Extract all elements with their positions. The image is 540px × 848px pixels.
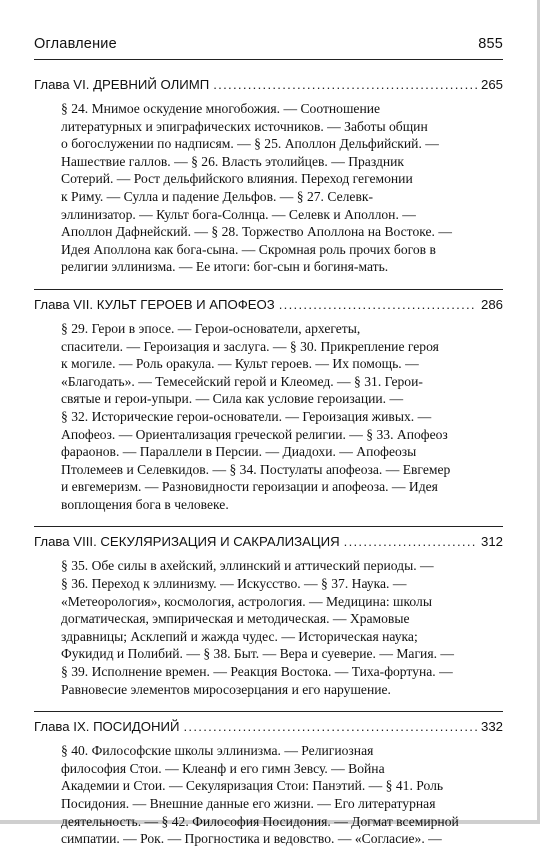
toc-chapter <box>34 717 503 848</box>
dot-leader <box>213 75 477 94</box>
dot-leader <box>183 717 477 736</box>
chapter-title: Глава VII. КУЛЬТ ГЕРОЕВ И АПОФЕОЗ <box>34 296 275 312</box>
contents-line: § 35. Обе силы в ахейский, эллинский и аттический периоды. — <box>61 558 434 574</box>
contents-line: здравницы; Асклепий и жажда чудес. — Историческая наука; <box>61 628 418 644</box>
contents-line: § 24. Мнимое оскудение многобожия. — Соотношение <box>61 101 381 116</box>
chapter-page-number: 332 <box>480 719 503 735</box>
chapter-separator <box>34 711 503 712</box>
contents-line: «Метеорология», космология, астрология. — Медицина: школы <box>61 593 432 609</box>
contents-line: литературных и эпиграфических источников. — Заботы общин <box>61 118 428 134</box>
contents-line: деятельность. — § 42. Философия Посидония. — Догмат всемирной <box>61 813 459 829</box>
dot-leader <box>279 295 477 314</box>
contents-line: фараонов. — Параллели в Персии. — Диадохи. — Апофеозы <box>61 444 417 460</box>
toc-chapter <box>34 295 503 514</box>
chapter-title: Глава VI. ДРЕВНИЙ ОЛИМП <box>34 77 210 92</box>
contents-line: и евгемеризм. — Разновидности героизации и апофеоза. — Идея <box>61 479 438 495</box>
chapter-contents <box>61 742 503 848</box>
contents-line: эллинизатор. — Культ бога-Солнца. — Селевк и Аполлон. — <box>61 206 416 222</box>
toc-chapter <box>34 532 503 698</box>
contents-line: Идея Аполлона как бога-сына. — Скромная роль прочих богов в <box>61 241 436 257</box>
contents-line: Посидония. — Внешние данные его жизни. — Его литературная <box>61 796 436 811</box>
chapter-page-number: 312 <box>480 534 503 550</box>
contents-line: Нашествие галлов. — § 26. Власть этолийцев. — Праздник <box>61 153 405 169</box>
chapter-separator <box>34 289 503 290</box>
chapter-title: Глава VIII. СЕКУЛЯРИЗАЦИЯ И САКРАЛИЗАЦИЯ <box>34 534 340 550</box>
chapter-page-number: 265 <box>480 77 503 92</box>
contents-line: «Благодать». — Темесейский герой и Клеомед. — § 31. Герои- <box>61 373 423 389</box>
chapter-heading[interactable] <box>34 75 503 94</box>
chapter-page-number: 286 <box>480 296 503 312</box>
contents-line: § 40. Философские школы эллинизма. — Религиозная <box>61 743 374 759</box>
running-head <box>34 36 503 52</box>
contents-line: воплощения бога в человеке. <box>61 496 229 512</box>
contents-line: симпатии. — Рок. — Прогностика и ведовство. — «Согласие». — <box>61 831 442 847</box>
contents-line: Равновесие элементов миросозерцания и его нарушение. <box>61 681 391 697</box>
contents-line: Академии и Стои. — Секуляризация Стои: Панэтий. — § 41. Роль <box>61 778 444 794</box>
contents-line: догматическая, эмпирическая и методическая. — Храмовые <box>61 611 410 627</box>
running-head-title: Оглавление <box>34 36 117 52</box>
contents-line: Птолемеев и Селевкидов. — § 34. Постулаты апофеоза. — Евгемер <box>61 461 451 477</box>
chapter-heading[interactable] <box>34 717 503 736</box>
contents-line: Фукидид и Полибий. — § 38. Быт. — Вера и суеверие. — Магия. — <box>61 646 454 662</box>
contents-line: спасители. — Героизация и заслуга. — § 30. Прикрепление героя <box>61 338 439 354</box>
header-rule <box>34 59 503 60</box>
chapter-title: Глава IX. ПОСИДОНИЙ <box>34 719 180 735</box>
contents-line: § 36. Переход к эллинизму. — Искусство. — § 37. Наука. — <box>61 576 407 592</box>
contents-line: о богослужении по надписям. — § 25. Аполлон Дельфийский. — <box>61 136 439 152</box>
contents-line: § 39. Исполнение времен. — Реакция Востока. — Тиха-фортуна. — <box>61 664 453 680</box>
contents-line: Аполлон Дафнейский. — § 28. Торжество Аполлона на Востоке. — <box>61 224 452 240</box>
contents-line: святые и герои-упыри. — Сила как условие героизации. — <box>61 391 404 407</box>
toc-chapter <box>34 75 503 276</box>
contents-line: к Риму. — Сулла и падение Дельфов. — § 27. Селевк- <box>61 188 373 204</box>
chapter-heading[interactable] <box>34 532 503 551</box>
contents-line: философия Стои. — Клеанф и его гимн Зевсу. — Война <box>61 760 385 776</box>
chapter-heading[interactable] <box>34 295 503 314</box>
contents-line: Апофеоз. — Ориентализация греческой религии. — § 33. Апофеоз <box>61 426 448 442</box>
contents-line: § 32. Исторические герои-основатели. — Героизация живых. — <box>61 408 432 424</box>
contents-line: Сотерий. — Рост дельфийского влияния. Переход гегемонии <box>61 171 413 187</box>
chapter-separator <box>34 526 503 527</box>
dot-leader <box>344 532 477 551</box>
chapter-contents <box>61 557 503 698</box>
contents-line: § 29. Герои в эпосе. — Герои-основатели, архегеты, <box>61 320 361 336</box>
contents-line: религии эллинизма. — Ее итоги: бог-сын и богиня-мать. <box>61 259 389 275</box>
chapter-contents <box>61 100 503 276</box>
table-of-contents <box>34 75 503 848</box>
contents-line: к могиле. — Роль оракула. — Культ героев. — Их помощь. — <box>61 356 419 372</box>
chapter-contents <box>61 320 503 514</box>
page-number: 855 <box>478 36 503 52</box>
